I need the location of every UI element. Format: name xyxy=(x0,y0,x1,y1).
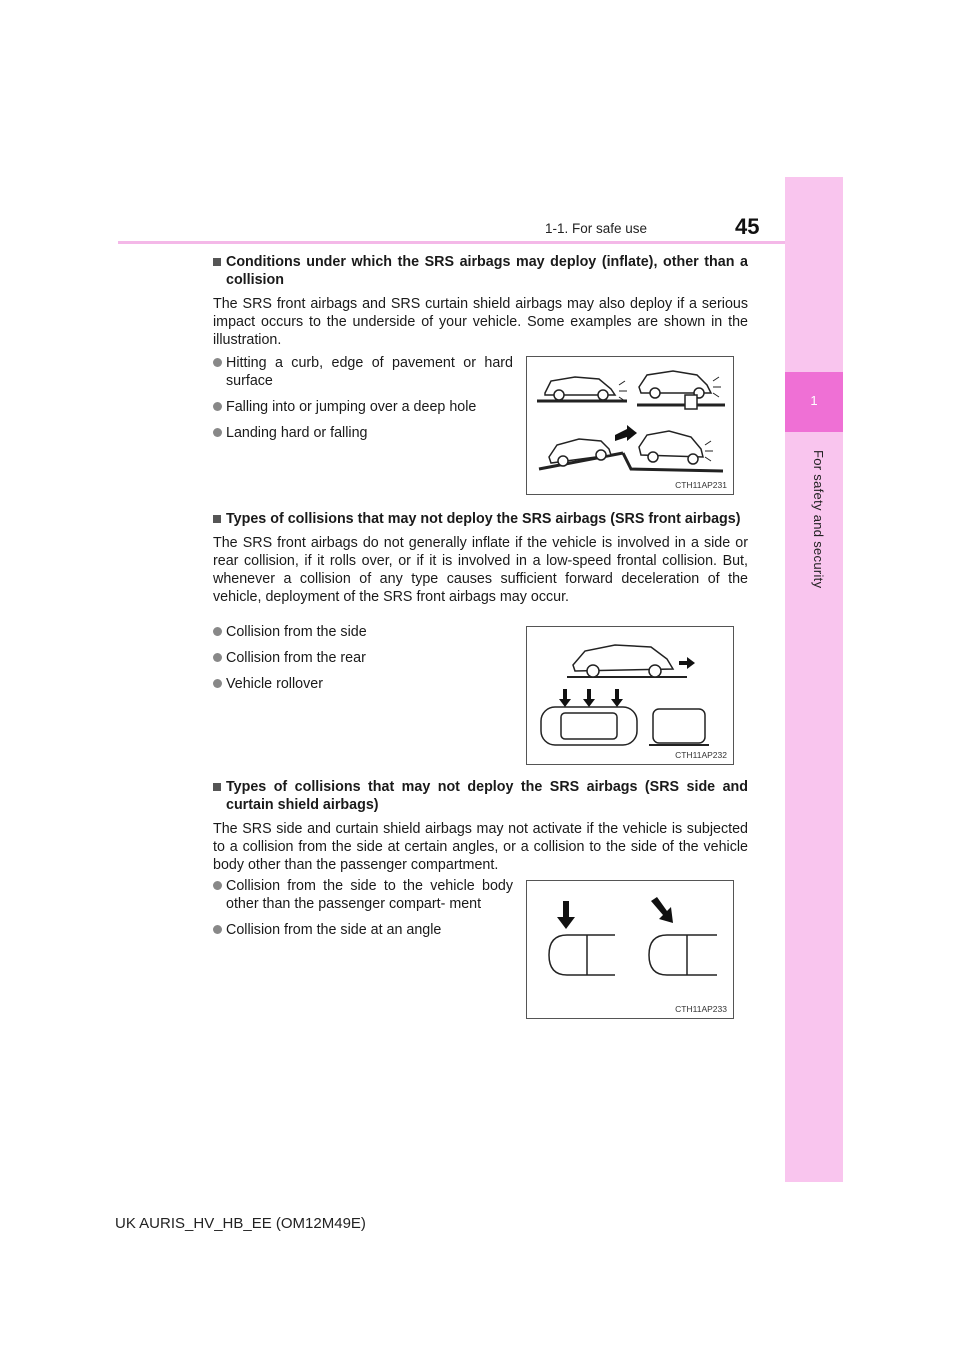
chapter-title: For safety and security xyxy=(811,450,826,589)
figure-code: CTH11AP232 xyxy=(675,750,727,760)
section-title: 1-1. For safe use xyxy=(545,221,648,236)
section-deploy-conditions xyxy=(213,253,748,349)
section-front-airbags-no-deploy xyxy=(213,510,748,606)
side-rear-rollover-drawing xyxy=(527,627,733,764)
bullet-list xyxy=(213,354,513,450)
section-body: The SRS side and curtain shield airbags may not activate if the vehicle is subjected to a collision from the side at certain angles, or a collision to the side of the vehicle body other than the passenger compartment. xyxy=(213,821,748,873)
list-item: Collision from the side at an angle xyxy=(213,921,513,939)
bullet-dot-icon xyxy=(213,627,222,636)
list-item: Collision from the side xyxy=(213,623,513,641)
list-item: Vehicle rollover xyxy=(213,675,513,693)
bullet-dot-icon xyxy=(213,428,222,437)
bullet-dot-icon xyxy=(213,925,222,934)
figure-code: CTH11AP233 xyxy=(675,1004,727,1014)
underbody-impacts-drawing xyxy=(527,357,733,494)
illustration-side-angle-collisions xyxy=(526,880,734,1019)
bullet-dot-icon xyxy=(213,679,222,688)
bullet-list xyxy=(213,877,513,947)
square-bullet-icon xyxy=(213,258,221,266)
header-rule xyxy=(118,241,785,244)
square-bullet-icon xyxy=(213,515,221,523)
square-bullet-icon xyxy=(213,783,221,791)
page-number: 45 xyxy=(735,214,760,239)
section-body: The SRS front airbags and SRS curtain shield airbags may also deploy if a serious impact occurs to the underside of your vehicle. Some examples are shown in the illustration. xyxy=(213,296,748,348)
list-item: Falling into or jumping over a deep hole xyxy=(213,398,513,416)
bullet-dot-icon xyxy=(213,402,222,411)
bullet-dot-icon xyxy=(213,653,222,662)
list-item: Collision from the rear xyxy=(213,649,513,667)
section-body: The SRS front airbags do not generally inflate if the vehicle is involved in a side or rear collision, if it rolls over, or if it is involved in a low-speed frontal collision. But, whenever a collision of any type causes sufficient forward deceleration of the vehicle, deployment of the SRS front airbags may occur. xyxy=(213,535,748,605)
model-code-footer: UK AURIS_HV_HB_EE (OM12M49E) xyxy=(115,1215,366,1232)
side-angle-collisions-drawing xyxy=(527,881,733,1018)
list-item: Landing hard or falling xyxy=(213,424,513,442)
bullet-list xyxy=(213,623,513,701)
figure-code: CTH11AP231 xyxy=(675,480,727,490)
bullet-dot-icon xyxy=(213,358,222,367)
illustration-side-rear-rollover xyxy=(526,626,734,765)
section-heading: Types of collisions that may not deploy the SRS airbags (SRS side and curtain shield airbags) xyxy=(213,778,748,814)
section-side-airbags-no-deploy xyxy=(213,778,748,874)
section-heading: Conditions under which the SRS airbags may deploy (inflate), other than a collision xyxy=(213,253,748,289)
chapter-number-tab[interactable]: 1 xyxy=(785,372,843,432)
illustration-underbody-impacts xyxy=(526,356,734,495)
list-item: Collision from the side to the vehicle body other than the passenger compart- ment xyxy=(213,877,513,913)
list-item: Hitting a curb, edge of pavement or hard surface xyxy=(213,354,513,390)
chapter-sidebar xyxy=(785,177,843,1182)
bullet-dot-icon xyxy=(213,881,222,890)
section-heading: Types of collisions that may not deploy the SRS airbags (SRS front airbags) xyxy=(213,510,748,528)
